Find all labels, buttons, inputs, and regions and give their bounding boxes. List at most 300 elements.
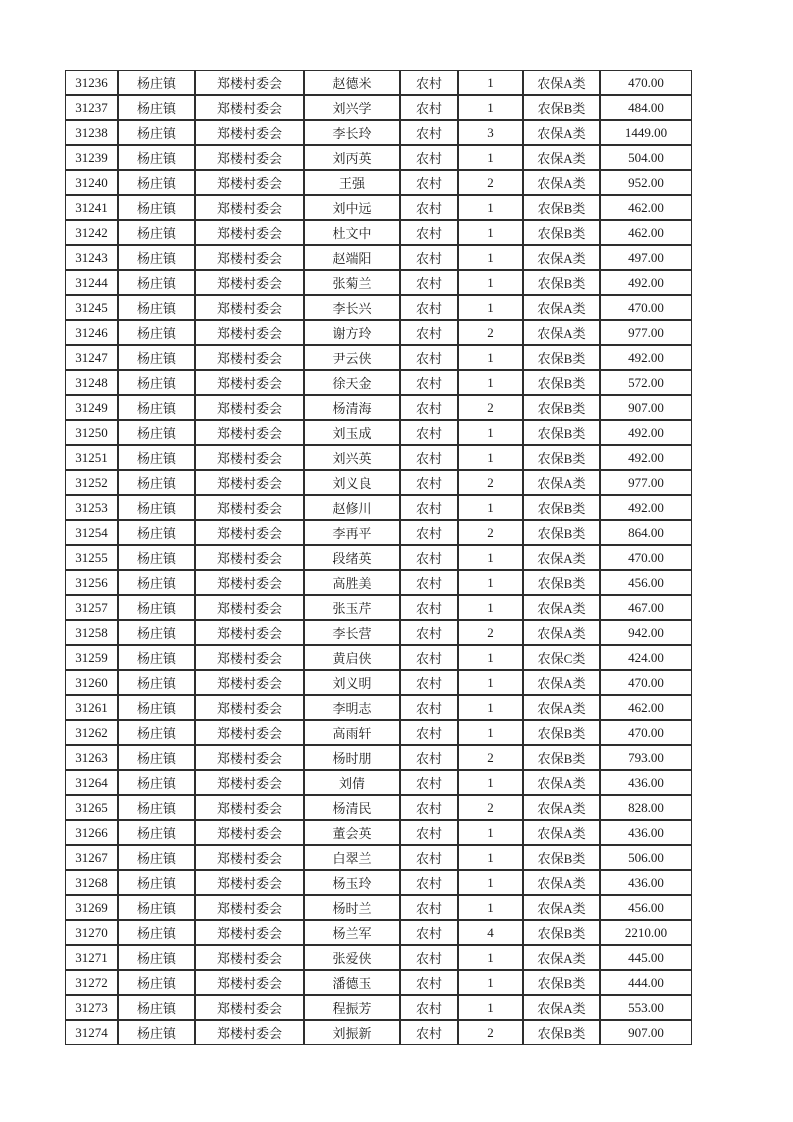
cell-person-name: 杨时朋 xyxy=(304,745,400,770)
cell-record-id: 31264 xyxy=(65,770,118,795)
cell-residence-type: 农村 xyxy=(400,695,458,720)
cell-residence-type: 农村 xyxy=(400,920,458,945)
cell-residence-type: 农村 xyxy=(400,595,458,620)
cell-person-count: 1 xyxy=(458,720,523,745)
cell-person-name: 张玉芹 xyxy=(304,595,400,620)
cell-town: 杨庄镇 xyxy=(118,670,195,695)
cell-village-committee: 郑楼村委会 xyxy=(195,795,304,820)
cell-record-id: 31256 xyxy=(65,570,118,595)
cell-record-id: 31270 xyxy=(65,920,118,945)
cell-residence-type: 农村 xyxy=(400,770,458,795)
cell-record-id: 31241 xyxy=(65,195,118,220)
table-row xyxy=(65,295,692,320)
cell-village-committee: 郑楼村委会 xyxy=(195,720,304,745)
cell-person-name: 赵德米 xyxy=(304,70,400,95)
cell-person-name: 李长玲 xyxy=(304,120,400,145)
cell-person-name: 刘玉成 xyxy=(304,420,400,445)
cell-town: 杨庄镇 xyxy=(118,995,195,1020)
cell-residence-type: 农村 xyxy=(400,1020,458,1045)
cell-town: 杨庄镇 xyxy=(118,720,195,745)
cell-record-id: 31262 xyxy=(65,720,118,745)
cell-person-count: 1 xyxy=(458,195,523,220)
cell-record-id: 31268 xyxy=(65,870,118,895)
cell-insurance-category: 农保A类 xyxy=(523,795,600,820)
cell-record-id: 31250 xyxy=(65,420,118,445)
cell-village-committee: 郑楼村委会 xyxy=(195,695,304,720)
cell-record-id: 31258 xyxy=(65,620,118,645)
cell-village-committee: 郑楼村委会 xyxy=(195,145,304,170)
cell-record-id: 31243 xyxy=(65,245,118,270)
cell-insurance-category: 农保A类 xyxy=(523,895,600,920)
cell-person-count: 1 xyxy=(458,870,523,895)
table-row xyxy=(65,795,692,820)
cell-village-committee: 郑楼村委会 xyxy=(195,770,304,795)
cell-insurance-category: 农保B类 xyxy=(523,370,600,395)
cell-town: 杨庄镇 xyxy=(118,145,195,170)
cell-insurance-category: 农保A类 xyxy=(523,545,600,570)
table-row xyxy=(65,1020,692,1045)
cell-person-count: 2 xyxy=(458,470,523,495)
cell-record-id: 31272 xyxy=(65,970,118,995)
cell-residence-type: 农村 xyxy=(400,670,458,695)
cell-person-count: 1 xyxy=(458,995,523,1020)
cell-village-committee: 郑楼村委会 xyxy=(195,170,304,195)
cell-amount: 492.00 xyxy=(600,445,692,470)
cell-town: 杨庄镇 xyxy=(118,395,195,420)
cell-record-id: 31255 xyxy=(65,545,118,570)
cell-residence-type: 农村 xyxy=(400,445,458,470)
cell-amount: 952.00 xyxy=(600,170,692,195)
cell-record-id: 31274 xyxy=(65,1020,118,1045)
cell-person-name: 杜文中 xyxy=(304,220,400,245)
cell-town: 杨庄镇 xyxy=(118,495,195,520)
cell-town: 杨庄镇 xyxy=(118,845,195,870)
cell-amount: 462.00 xyxy=(600,195,692,220)
cell-person-name: 刘义明 xyxy=(304,670,400,695)
cell-village-committee: 郑楼村委会 xyxy=(195,245,304,270)
cell-person-name: 李长兴 xyxy=(304,295,400,320)
cell-insurance-category: 农保B类 xyxy=(523,845,600,870)
cell-person-count: 2 xyxy=(458,170,523,195)
cell-record-id: 31252 xyxy=(65,470,118,495)
cell-amount: 492.00 xyxy=(600,495,692,520)
cell-person-count: 1 xyxy=(458,645,523,670)
cell-village-committee: 郑楼村委会 xyxy=(195,120,304,145)
table-row xyxy=(65,970,692,995)
cell-insurance-category: 农保B类 xyxy=(523,95,600,120)
cell-residence-type: 农村 xyxy=(400,495,458,520)
cell-person-count: 1 xyxy=(458,895,523,920)
table-row xyxy=(65,95,692,120)
cell-residence-type: 农村 xyxy=(400,320,458,345)
cell-person-count: 2 xyxy=(458,520,523,545)
cell-insurance-category: 农保A类 xyxy=(523,320,600,345)
cell-person-name: 杨玉玲 xyxy=(304,870,400,895)
cell-town: 杨庄镇 xyxy=(118,345,195,370)
cell-record-id: 31254 xyxy=(65,520,118,545)
cell-village-committee: 郑楼村委会 xyxy=(195,945,304,970)
table-row xyxy=(65,545,692,570)
cell-residence-type: 农村 xyxy=(400,520,458,545)
cell-person-name: 段绪英 xyxy=(304,545,400,570)
cell-amount: 1449.00 xyxy=(600,120,692,145)
cell-person-name: 刘兴英 xyxy=(304,445,400,470)
benefit-roster-table xyxy=(65,70,692,1045)
cell-record-id: 31239 xyxy=(65,145,118,170)
cell-record-id: 31237 xyxy=(65,95,118,120)
cell-village-committee: 郑楼村委会 xyxy=(195,395,304,420)
cell-insurance-category: 农保B类 xyxy=(523,570,600,595)
cell-residence-type: 农村 xyxy=(400,145,458,170)
cell-record-id: 31245 xyxy=(65,295,118,320)
cell-amount: 977.00 xyxy=(600,320,692,345)
cell-village-committee: 郑楼村委会 xyxy=(195,970,304,995)
cell-village-committee: 郑楼村委会 xyxy=(195,295,304,320)
cell-town: 杨庄镇 xyxy=(118,95,195,120)
cell-village-committee: 郑楼村委会 xyxy=(195,1020,304,1045)
cell-person-count: 1 xyxy=(458,570,523,595)
cell-person-name: 白翠兰 xyxy=(304,845,400,870)
cell-insurance-category: 农保A类 xyxy=(523,120,600,145)
cell-residence-type: 农村 xyxy=(400,970,458,995)
cell-amount: 492.00 xyxy=(600,345,692,370)
cell-residence-type: 农村 xyxy=(400,570,458,595)
table-row xyxy=(65,620,692,645)
cell-record-id: 31249 xyxy=(65,395,118,420)
cell-person-count: 1 xyxy=(458,145,523,170)
table-row xyxy=(65,720,692,745)
cell-person-name: 高胜美 xyxy=(304,570,400,595)
table-row xyxy=(65,520,692,545)
cell-insurance-category: 农保B类 xyxy=(523,920,600,945)
cell-person-name: 谢方玲 xyxy=(304,320,400,345)
cell-record-id: 31238 xyxy=(65,120,118,145)
cell-amount: 436.00 xyxy=(600,820,692,845)
cell-insurance-category: 农保B类 xyxy=(523,1020,600,1045)
cell-residence-type: 农村 xyxy=(400,95,458,120)
cell-village-committee: 郑楼村委会 xyxy=(195,870,304,895)
cell-village-committee: 郑楼村委会 xyxy=(195,920,304,945)
cell-person-count: 1 xyxy=(458,695,523,720)
table-row xyxy=(65,345,692,370)
cell-residence-type: 农村 xyxy=(400,620,458,645)
cell-residence-type: 农村 xyxy=(400,645,458,670)
cell-person-name: 高雨轩 xyxy=(304,720,400,745)
cell-person-count: 4 xyxy=(458,920,523,945)
cell-town: 杨庄镇 xyxy=(118,220,195,245)
cell-insurance-category: 农保A类 xyxy=(523,670,600,695)
cell-town: 杨庄镇 xyxy=(118,795,195,820)
cell-insurance-category: 农保B类 xyxy=(523,520,600,545)
cell-person-count: 1 xyxy=(458,345,523,370)
cell-amount: 864.00 xyxy=(600,520,692,545)
table-row xyxy=(65,595,692,620)
cell-residence-type: 农村 xyxy=(400,220,458,245)
cell-record-id: 31253 xyxy=(65,495,118,520)
cell-amount: 456.00 xyxy=(600,570,692,595)
cell-insurance-category: 农保A类 xyxy=(523,695,600,720)
cell-person-name: 李长营 xyxy=(304,620,400,645)
cell-person-count: 1 xyxy=(458,495,523,520)
table-row xyxy=(65,570,692,595)
cell-amount: 793.00 xyxy=(600,745,692,770)
cell-village-committee: 郑楼村委会 xyxy=(195,845,304,870)
cell-insurance-category: 农保C类 xyxy=(523,645,600,670)
cell-village-committee: 郑楼村委会 xyxy=(195,270,304,295)
cell-village-committee: 郑楼村委会 xyxy=(195,820,304,845)
cell-village-committee: 郑楼村委会 xyxy=(195,520,304,545)
cell-record-id: 31257 xyxy=(65,595,118,620)
table-row xyxy=(65,745,692,770)
cell-village-committee: 郑楼村委会 xyxy=(195,545,304,570)
cell-insurance-category: 农保A类 xyxy=(523,70,600,95)
cell-amount: 436.00 xyxy=(600,870,692,895)
cell-town: 杨庄镇 xyxy=(118,970,195,995)
cell-person-count: 2 xyxy=(458,395,523,420)
cell-amount: 572.00 xyxy=(600,370,692,395)
cell-town: 杨庄镇 xyxy=(118,645,195,670)
table-row xyxy=(65,995,692,1020)
cell-insurance-category: 农保B类 xyxy=(523,745,600,770)
cell-town: 杨庄镇 xyxy=(118,620,195,645)
cell-village-committee: 郑楼村委会 xyxy=(195,445,304,470)
table-row xyxy=(65,195,692,220)
cell-insurance-category: 农保B类 xyxy=(523,495,600,520)
cell-amount: 492.00 xyxy=(600,420,692,445)
table-row xyxy=(65,820,692,845)
cell-residence-type: 农村 xyxy=(400,245,458,270)
cell-residence-type: 农村 xyxy=(400,420,458,445)
table-row xyxy=(65,470,692,495)
cell-town: 杨庄镇 xyxy=(118,520,195,545)
cell-person-count: 2 xyxy=(458,745,523,770)
table-row xyxy=(65,70,692,95)
cell-amount: 456.00 xyxy=(600,895,692,920)
table-row xyxy=(65,320,692,345)
table-row xyxy=(65,120,692,145)
cell-person-count: 1 xyxy=(458,220,523,245)
cell-town: 杨庄镇 xyxy=(118,370,195,395)
cell-town: 杨庄镇 xyxy=(118,445,195,470)
table-row xyxy=(65,695,692,720)
cell-person-name: 杨时兰 xyxy=(304,895,400,920)
cell-person-count: 2 xyxy=(458,620,523,645)
cell-person-name: 徐天金 xyxy=(304,370,400,395)
cell-town: 杨庄镇 xyxy=(118,920,195,945)
cell-person-count: 2 xyxy=(458,320,523,345)
cell-amount: 462.00 xyxy=(600,695,692,720)
cell-record-id: 31271 xyxy=(65,945,118,970)
cell-amount: 942.00 xyxy=(600,620,692,645)
table-row xyxy=(65,370,692,395)
cell-village-committee: 郑楼村委会 xyxy=(195,570,304,595)
cell-town: 杨庄镇 xyxy=(118,770,195,795)
cell-person-count: 1 xyxy=(458,595,523,620)
cell-person-count: 2 xyxy=(458,795,523,820)
cell-insurance-category: 农保A类 xyxy=(523,770,600,795)
cell-village-committee: 郑楼村委会 xyxy=(195,320,304,345)
cell-amount: 506.00 xyxy=(600,845,692,870)
cell-residence-type: 农村 xyxy=(400,170,458,195)
cell-village-committee: 郑楼村委会 xyxy=(195,745,304,770)
cell-amount: 2210.00 xyxy=(600,920,692,945)
cell-village-committee: 郑楼村委会 xyxy=(195,995,304,1020)
table-body xyxy=(65,70,692,1045)
cell-insurance-category: 农保A类 xyxy=(523,145,600,170)
cell-residence-type: 农村 xyxy=(400,745,458,770)
cell-person-count: 1 xyxy=(458,245,523,270)
cell-person-name: 刘义良 xyxy=(304,470,400,495)
cell-insurance-category: 农保B类 xyxy=(523,220,600,245)
cell-amount: 462.00 xyxy=(600,220,692,245)
cell-village-committee: 郑楼村委会 xyxy=(195,645,304,670)
cell-person-count: 3 xyxy=(458,120,523,145)
cell-person-count: 1 xyxy=(458,370,523,395)
cell-village-committee: 郑楼村委会 xyxy=(195,95,304,120)
cell-village-committee: 郑楼村委会 xyxy=(195,470,304,495)
cell-insurance-category: 农保B类 xyxy=(523,720,600,745)
cell-village-committee: 郑楼村委会 xyxy=(195,220,304,245)
cell-residence-type: 农村 xyxy=(400,120,458,145)
table-row xyxy=(65,420,692,445)
cell-insurance-category: 农保A类 xyxy=(523,470,600,495)
cell-record-id: 31240 xyxy=(65,170,118,195)
cell-record-id: 31260 xyxy=(65,670,118,695)
cell-person-name: 董会英 xyxy=(304,820,400,845)
cell-person-name: 黄启侠 xyxy=(304,645,400,670)
cell-person-name: 杨兰军 xyxy=(304,920,400,945)
cell-insurance-category: 农保B类 xyxy=(523,395,600,420)
cell-person-name: 张爱侠 xyxy=(304,945,400,970)
cell-insurance-category: 农保B类 xyxy=(523,970,600,995)
cell-town: 杨庄镇 xyxy=(118,120,195,145)
cell-town: 杨庄镇 xyxy=(118,195,195,220)
cell-insurance-category: 农保A类 xyxy=(523,995,600,1020)
table-row xyxy=(65,495,692,520)
cell-person-name: 赵修川 xyxy=(304,495,400,520)
cell-person-name: 王强 xyxy=(304,170,400,195)
cell-person-name: 刘振新 xyxy=(304,1020,400,1045)
cell-person-name: 杨清民 xyxy=(304,795,400,820)
cell-town: 杨庄镇 xyxy=(118,295,195,320)
cell-insurance-category: 农保B类 xyxy=(523,345,600,370)
cell-person-count: 1 xyxy=(458,295,523,320)
cell-person-name: 刘丙英 xyxy=(304,145,400,170)
cell-person-name: 程振芳 xyxy=(304,995,400,1020)
cell-record-id: 31236 xyxy=(65,70,118,95)
cell-record-id: 31261 xyxy=(65,695,118,720)
cell-residence-type: 农村 xyxy=(400,895,458,920)
cell-person-count: 1 xyxy=(458,270,523,295)
table-row xyxy=(65,845,692,870)
cell-residence-type: 农村 xyxy=(400,195,458,220)
cell-amount: 467.00 xyxy=(600,595,692,620)
cell-village-committee: 郑楼村委会 xyxy=(195,70,304,95)
cell-insurance-category: 农保A类 xyxy=(523,170,600,195)
table-row xyxy=(65,670,692,695)
cell-person-count: 1 xyxy=(458,545,523,570)
table-row xyxy=(65,870,692,895)
cell-residence-type: 农村 xyxy=(400,995,458,1020)
cell-amount: 484.00 xyxy=(600,95,692,120)
cell-town: 杨庄镇 xyxy=(118,270,195,295)
cell-village-committee: 郑楼村委会 xyxy=(195,620,304,645)
cell-town: 杨庄镇 xyxy=(118,595,195,620)
cell-insurance-category: 农保A类 xyxy=(523,620,600,645)
cell-town: 杨庄镇 xyxy=(118,945,195,970)
cell-town: 杨庄镇 xyxy=(118,320,195,345)
cell-insurance-category: 农保B类 xyxy=(523,445,600,470)
cell-town: 杨庄镇 xyxy=(118,470,195,495)
cell-record-id: 31244 xyxy=(65,270,118,295)
cell-town: 杨庄镇 xyxy=(118,695,195,720)
cell-insurance-category: 农保A类 xyxy=(523,245,600,270)
cell-town: 杨庄镇 xyxy=(118,170,195,195)
table-row xyxy=(65,170,692,195)
cell-village-committee: 郑楼村委会 xyxy=(195,370,304,395)
cell-person-name: 李明志 xyxy=(304,695,400,720)
cell-residence-type: 农村 xyxy=(400,470,458,495)
cell-residence-type: 农村 xyxy=(400,820,458,845)
cell-amount: 470.00 xyxy=(600,545,692,570)
cell-amount: 444.00 xyxy=(600,970,692,995)
cell-residence-type: 农村 xyxy=(400,395,458,420)
cell-amount: 470.00 xyxy=(600,670,692,695)
cell-residence-type: 农村 xyxy=(400,295,458,320)
cell-person-count: 1 xyxy=(458,670,523,695)
cell-town: 杨庄镇 xyxy=(118,545,195,570)
cell-person-count: 1 xyxy=(458,770,523,795)
cell-amount: 828.00 xyxy=(600,795,692,820)
cell-insurance-category: 农保A类 xyxy=(523,595,600,620)
cell-town: 杨庄镇 xyxy=(118,870,195,895)
cell-record-id: 31263 xyxy=(65,745,118,770)
cell-residence-type: 农村 xyxy=(400,720,458,745)
cell-town: 杨庄镇 xyxy=(118,895,195,920)
cell-amount: 470.00 xyxy=(600,720,692,745)
cell-person-count: 1 xyxy=(458,95,523,120)
table-row xyxy=(65,270,692,295)
cell-person-count: 2 xyxy=(458,1020,523,1045)
cell-person-name: 杨清海 xyxy=(304,395,400,420)
cell-amount: 504.00 xyxy=(600,145,692,170)
table-row xyxy=(65,645,692,670)
cell-residence-type: 农村 xyxy=(400,870,458,895)
cell-amount: 470.00 xyxy=(600,70,692,95)
cell-person-count: 1 xyxy=(458,845,523,870)
table-row xyxy=(65,245,692,270)
cell-person-name: 刘兴学 xyxy=(304,95,400,120)
cell-record-id: 31259 xyxy=(65,645,118,670)
table-row xyxy=(65,770,692,795)
cell-record-id: 31246 xyxy=(65,320,118,345)
cell-residence-type: 农村 xyxy=(400,370,458,395)
cell-record-id: 31265 xyxy=(65,795,118,820)
cell-record-id: 31251 xyxy=(65,445,118,470)
cell-amount: 436.00 xyxy=(600,770,692,795)
cell-person-count: 1 xyxy=(458,820,523,845)
cell-residence-type: 农村 xyxy=(400,545,458,570)
cell-person-name: 赵端阳 xyxy=(304,245,400,270)
cell-amount: 492.00 xyxy=(600,270,692,295)
cell-person-count: 1 xyxy=(458,420,523,445)
cell-record-id: 31247 xyxy=(65,345,118,370)
cell-residence-type: 农村 xyxy=(400,70,458,95)
cell-town: 杨庄镇 xyxy=(118,820,195,845)
cell-record-id: 31273 xyxy=(65,995,118,1020)
cell-record-id: 31269 xyxy=(65,895,118,920)
cell-town: 杨庄镇 xyxy=(118,1020,195,1045)
